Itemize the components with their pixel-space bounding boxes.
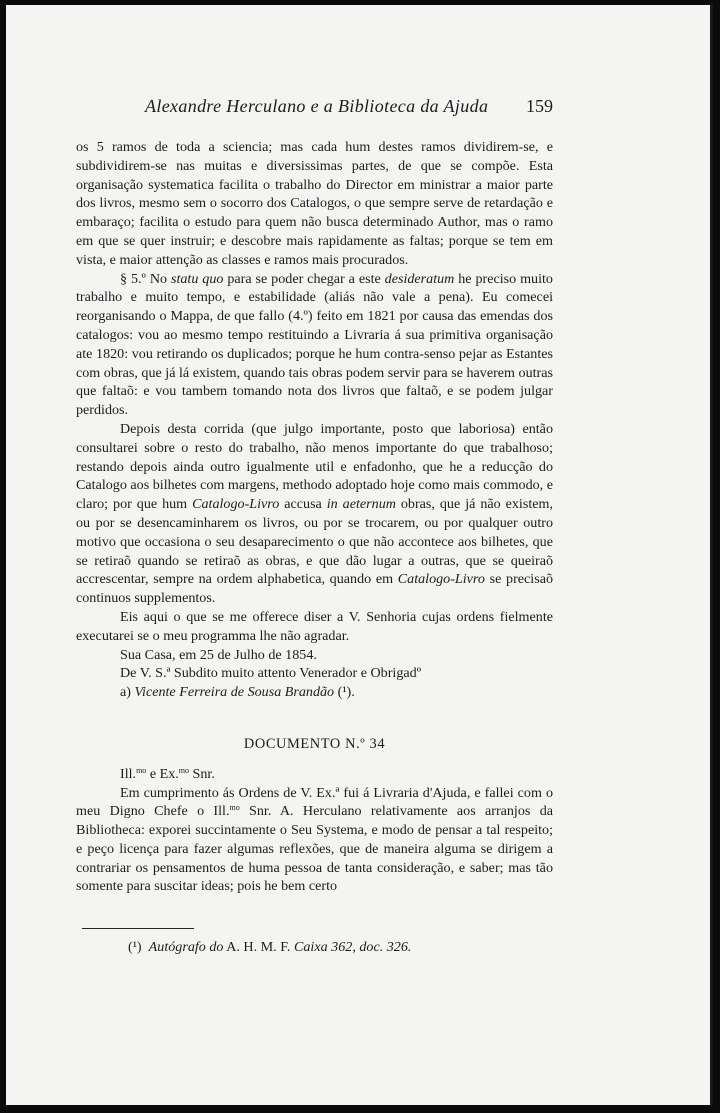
footnote-marker: (¹) bbox=[128, 939, 142, 955]
footnote-rule bbox=[82, 928, 194, 929]
p3-text-a: Depois desta corrida (que julgo importante, posto que laboriosa) então consultarei sobre o resto do trabalho, não menos importante do que trabalhoso; restando depois ainda outro igualmente util e enfadonho, que he a reducção do Catalogo aos bilhetes com margens, methodo adoptado hoje como mais commodo, e claro; por que hum bbox=[76, 420, 553, 513]
signature-name: Vicente Ferreira de Sousa Brandão bbox=[134, 684, 335, 701]
signature-footnote-ref: (¹). bbox=[337, 684, 355, 701]
p2-italic-desideratum: desideratum bbox=[384, 270, 455, 287]
p8-sup: mo bbox=[229, 803, 240, 813]
salutation-c: Snr. bbox=[189, 765, 215, 782]
salutation bbox=[76, 765, 553, 784]
running-head bbox=[77, 96, 553, 120]
p3-italic-catalogo-livro-2: Catalogo-Livro bbox=[397, 571, 485, 588]
document-heading: DOCUMENTO N.º 34 bbox=[243, 735, 386, 752]
body-text bbox=[76, 138, 553, 896]
book-page bbox=[6, 5, 713, 1105]
page-number: 159 bbox=[526, 96, 553, 116]
footnote-autografo: Autógrafo do bbox=[148, 939, 224, 955]
p2-text-c: para se poder chegar a este bbox=[223, 270, 385, 287]
paragraph-2 bbox=[76, 270, 553, 420]
p2-italic-statu-quo: statu quo bbox=[170, 270, 224, 287]
signature-line bbox=[76, 683, 553, 702]
p8-text-b: Snr. A. Herculano relativamente aos arranjos da Bibliotheca: exporei succintamente o Seu Systema, e modo de pensar a tal respeito; e peço licença para fazer algumas reflexões, que de maneira alguma se dirigem a contrariar os pensamentos de huma pessoa de tanta consideração, e saber; mas tão somente para suscitar ideas; pois he bem certo bbox=[76, 803, 553, 895]
salutation-sup-1: mo bbox=[136, 765, 147, 775]
date-line: Sua Casa, em 25 de Julho de 1854. bbox=[120, 646, 317, 663]
p3-text-c: accusa bbox=[279, 496, 327, 513]
p2-text-a: § 5.º No bbox=[120, 270, 171, 287]
running-head-title: Alexandre Herculano e a Biblioteca da Ajuda bbox=[145, 96, 489, 116]
salutation-b: e Ex. bbox=[146, 765, 179, 782]
p2-text-e: he preciso muito trabalho e muito tempo, e estabilidade (aliás não vale a pena). Eu comecei reorganisando o Mappa, de que fallo (4.º) feito em 1821 por causa das emendas dos catalogos: vou ao mesmo tempo restituindo a Livraria á sua primitiva organisação ate 1820: vou retirando os duplicados; porque he hum contra-senso pejar as Estantes com obras, que já lá existem, quando tais obras podem servir para se haverem outras que faltaõ: e vou tambem tomando nota dos livros que faltaõ, e se podem julgar perdidos. bbox=[76, 270, 553, 419]
footnote-box: Caixa 362, doc. 326. bbox=[293, 939, 412, 955]
p3-italic-catalogo-livro: Catalogo-Livro bbox=[192, 496, 280, 513]
salutation-sup-2: mo bbox=[178, 765, 190, 775]
salutation-a: Ill. bbox=[120, 765, 137, 782]
closing-line: De V. S.ª Subdito muito attento Venerador e Obrigadº bbox=[120, 665, 422, 682]
footnote bbox=[128, 939, 411, 956]
paragraph-4: Eis aqui o que se me offerece diser a V. Senhoria cujas ordens fielmente executarei se o meu programma lhe não agradar. bbox=[76, 608, 553, 644]
p3-text-g: se precisaõ continuos supplementos. bbox=[76, 571, 553, 607]
footnote-archive: A. H. M. F. bbox=[223, 939, 294, 955]
p3-text-e: obras, que já não existem, ou por se desencaminharem os livros, ou por se trocarem, ou por qualquer outro motivo que occasiona o seu desaparecimento o que não accontece aos bilhetes, que se retiraõ quando se retiraõ as obras, e que dão lugar a outras, que se queiraõ accrescentar, sempre na ordem alphabetica, quando em bbox=[76, 496, 553, 588]
p8-text-a: Em cumprimento ás Ordens de V. Ex.ª fui á Livraria d'Ajuda, e fallei com o meu Digno Chefe o Ill. bbox=[76, 784, 553, 820]
signature-marker: a) bbox=[120, 684, 131, 701]
paragraph-3 bbox=[76, 420, 553, 608]
p3-italic-in-aeternum: in aeternum bbox=[326, 496, 396, 513]
paragraph-1: os 5 ramos de toda a sciencia; mas cada hum destes ramos dividirem-se, e subdividirem-se nas muitas e diversissimas partes, de que se compõe. Esta organisação systematica facilita o trabalho do Director em ministrar a maior parte dos livros, mesmo sem o socorro dos Catalogos, o que sempre serve de retardação e embaraço; facilita o estudo para quem não busca determinado Author, mas o ramo em que se quer instruir; e descobre mais rapidamente as faltas; porque se tem em vista, e maior attenção as classes e ramos mais procurados. bbox=[76, 139, 553, 268]
paragraph-8 bbox=[76, 784, 553, 897]
